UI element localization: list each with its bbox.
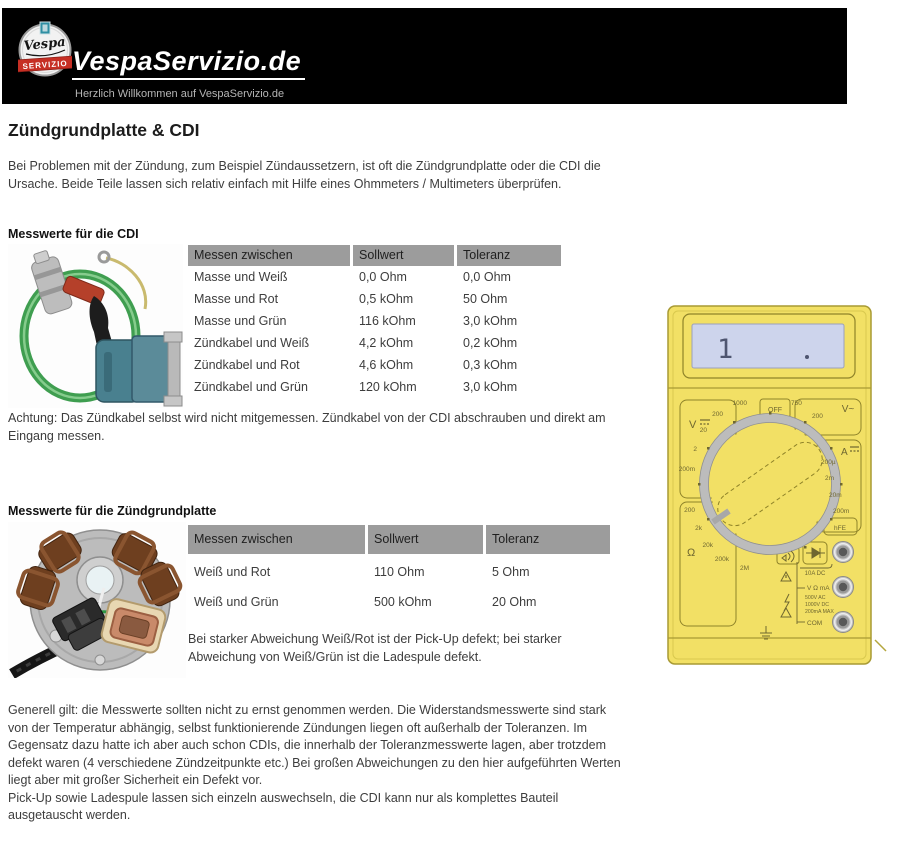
svg-text:200: 200	[684, 507, 695, 514]
svg-text:200: 200	[812, 413, 823, 420]
jack-com[interactable]	[833, 612, 854, 633]
cell: Zündkabel und Grün	[188, 376, 353, 398]
cell: 0,0 Ohm	[353, 266, 457, 288]
svg-text:2M: 2M	[739, 565, 749, 572]
table-header-row	[188, 245, 561, 266]
svg-text:1000: 1000	[732, 400, 747, 407]
table-row	[188, 554, 610, 584]
cdi-measurements-table	[188, 245, 561, 398]
cell: Masse und Rot	[188, 288, 353, 310]
vac-label: V~	[841, 404, 855, 415]
table-row	[188, 376, 561, 398]
multimeter-illustration	[665, 300, 895, 672]
warning-paragraph: Achtung: Das Zündkabel selbst wird nicht mitgemessen. Zündkabel von der CDI abschrauben und direkt am Eingang messen.	[8, 411, 606, 443]
plate-section-heading: Messwerte für die Zündgrundplatte	[8, 504, 217, 518]
table-row	[188, 584, 610, 614]
cell: 3,0 kOhm	[457, 310, 561, 332]
svg-text:20: 20	[699, 427, 707, 434]
jack-10a-label: 10A DC	[804, 571, 826, 577]
site-tagline: Herzlich Willkommen auf VespaServizio.de	[75, 88, 285, 100]
cell: Zündkabel und Weiß	[188, 332, 353, 354]
svg-text:2m: 2m	[825, 475, 835, 482]
vdc-label: V	[689, 419, 697, 431]
cell: Zündkabel und Rot	[188, 354, 353, 376]
mount-hole	[95, 655, 105, 665]
svg-text:200m: 200m	[678, 466, 695, 473]
page-curl-mark	[875, 640, 886, 651]
table-header-row	[188, 525, 610, 554]
stator-plate-photo	[8, 522, 186, 678]
svg-text:20m: 20m	[829, 492, 842, 499]
cell: 3,0 kOhm	[457, 376, 561, 398]
plate-note: Bei starker Abweichung Weiß/Rot ist der Pick-Up defekt; bei starker Abweichung von Weiß/Grün ist die Ladespule defekt.	[188, 632, 562, 664]
cell: 110 Ohm	[368, 554, 486, 584]
svg-text:2: 2	[693, 446, 697, 453]
cdi-section-heading: Messwerte für die CDI	[8, 227, 139, 241]
cdi-box	[96, 332, 182, 406]
cell: 0,5 kOhm	[353, 288, 457, 310]
site-header	[2, 8, 847, 104]
cell: 4,2 kOhm	[353, 332, 457, 354]
cell: 5 Ohm	[486, 554, 610, 584]
site-title-link[interactable]: VespaServizio.de	[72, 46, 305, 80]
svg-text:750: 750	[791, 400, 802, 407]
logo-brand-text: Vespa	[22, 34, 67, 55]
column-header: Messen zwischen	[188, 245, 353, 266]
ohm-label: Ω	[687, 547, 696, 559]
adc-label: A	[841, 447, 848, 458]
jack-10a[interactable]	[833, 542, 854, 563]
cell: 50 Ohm	[457, 288, 561, 310]
column-header: Sollwert	[368, 525, 486, 554]
hfe-label: hFE	[834, 525, 846, 532]
lcd-decimal-point	[805, 355, 809, 359]
table-row	[188, 266, 561, 288]
cell: 500 kOhm	[368, 584, 486, 614]
off-label: OFF	[768, 407, 782, 414]
svg-text:200k: 200k	[714, 556, 729, 563]
svg-text:500V AC: 500V AC	[805, 595, 826, 601]
column-header: Toleranz	[457, 245, 561, 266]
plate-measurements-table	[188, 525, 610, 614]
jack-com-label: COM	[807, 620, 823, 627]
column-header: Toleranz	[486, 525, 610, 554]
cell: Weiß und Rot	[188, 554, 368, 584]
svg-text:2k: 2k	[695, 525, 702, 532]
table-row	[188, 288, 561, 310]
jack-voma[interactable]	[833, 577, 854, 598]
intro-paragraph: Bei Problemen mit der Zündung, zum Beispiel Zündaussetzern, ist oft die Zündgrundplatte oder die CDI die Ursache. Beide Teile lassen sich relativ einfach mit Hilfe eines Ohmmeters / Multimeters überprüfen.	[8, 159, 601, 191]
column-header: Messen zwischen	[188, 525, 368, 554]
cell: 0,2 kOhm	[457, 332, 561, 354]
lcd-reading: 1	[717, 334, 734, 365]
vespa-servizio-logo[interactable]	[18, 11, 72, 89]
closing-text-1: Generell gilt: die Messwerte sollten nicht zu ernst genommen werden. Die Widerstandsmesswerte sind stark von der Temperatur abhängig, selbst funktionierende Zündungen liegen oft außerhalb der Toleranzen. Im Gegensatz dazu hatte ich aber auch schon CDIs, die innerhalb der Toleranzmesswerte lagen, aber trotzdem defekt waren (4 verschiedene Zündzeitpunkte etc.) Bei großen Abweichungen zu den hier aufgeführten Werten liegt aber mit großer Sicherheit ein Defekt vor.	[8, 703, 621, 787]
cell: Weiß und Grün	[188, 584, 368, 614]
cell: 4,6 kOhm	[353, 354, 457, 376]
cell: 120 kOhm	[353, 376, 457, 398]
lcd-display	[692, 324, 844, 368]
closing-text-2: Pick-Up sowie Ladespule lassen sich einzeln auswechseln, die CDI kann nur als komplettes Bauteil ausgetauscht werden.	[8, 790, 559, 822]
cell: Masse und Weiß	[188, 266, 353, 288]
svg-text:200mA MAX: 200mA MAX	[805, 609, 834, 615]
svg-text:20k: 20k	[702, 542, 713, 549]
closing-paragraph	[8, 702, 624, 825]
page-title: Zündgrundplatte & CDI	[8, 120, 200, 140]
column-header: Sollwert	[353, 245, 457, 266]
cell: 116 kOhm	[353, 310, 457, 332]
table-row	[188, 310, 561, 332]
cell: 20 Ohm	[486, 584, 610, 614]
cell: Masse und Grün	[188, 310, 353, 332]
cdi-photo	[8, 244, 183, 408]
jack-voma-label: V Ω mA	[807, 585, 830, 592]
svg-text:200µ: 200µ	[821, 459, 836, 466]
cell: 0,0 Ohm	[457, 266, 561, 288]
table-row	[188, 332, 561, 354]
svg-text:200: 200	[712, 411, 723, 418]
cell: 0,3 kOhm	[457, 354, 561, 376]
table-row	[188, 354, 561, 376]
logo-ribbon-text: SERVIZIO	[22, 58, 68, 72]
svg-text:1000V DC: 1000V DC	[805, 602, 829, 608]
svg-text:200m: 200m	[833, 508, 850, 515]
